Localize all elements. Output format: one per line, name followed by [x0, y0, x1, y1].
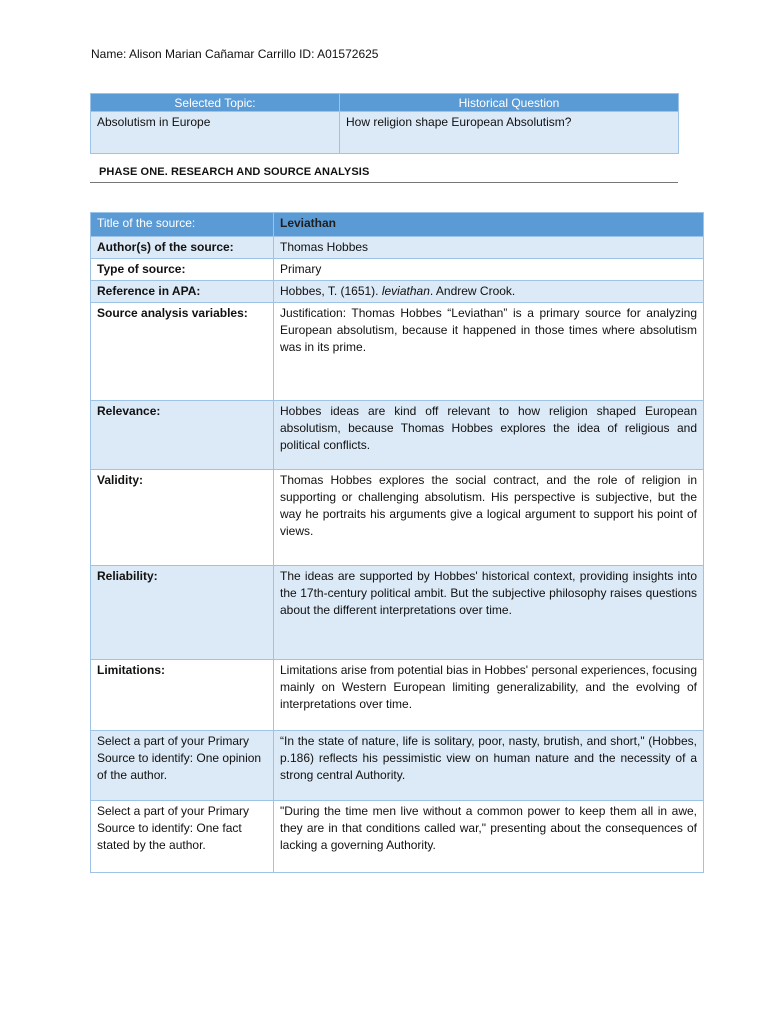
type-value: Primary: [274, 259, 704, 281]
apa-prefix: Hobbes, T. (1651).: [280, 284, 382, 298]
validity-label: Validity:: [91, 470, 274, 566]
validity-value: Thomas Hobbes explores the social contract, and the role of religion in supporting or challenging absolutism. His perspective is subjective, but the way he portraits his arguments give a logical argument to support his point of views.: [274, 470, 704, 566]
table-row: [91, 281, 704, 303]
phase-title: PHASE ONE. RESEARCH AND SOURCE ANALYSIS: [99, 166, 370, 178]
limitations-label: Limitations:: [91, 660, 274, 731]
source-analysis-table: [90, 212, 704, 873]
type-label: Type of source:: [91, 259, 274, 281]
table-row: [91, 213, 704, 237]
table-row: [91, 303, 704, 401]
relevance-value: Hobbes ideas are kind off relevant to how religion shaped European absolutism, because Thomas Hobbes explores the idea of religious and political conflicts.: [274, 401, 704, 470]
apa-label: Reference in APA:: [91, 281, 274, 303]
reliability-value: The ideas are supported by Hobbes' historical context, providing insights into the 17th-century political ambit. But the subjective philosophy raises questions about the different interpretations over time.: [274, 566, 704, 660]
author-value: Thomas Hobbes: [274, 237, 704, 259]
limitations-value: Limitations arise from potential bias in Hobbes' personal experiences, focusing mainly on Western European limiting generalizability, and the evolving of interpretations over time.: [274, 660, 704, 731]
phase-divider: [90, 182, 678, 183]
reliability-label: Reliability:: [91, 566, 274, 660]
apa-title-italic: leviathan: [381, 284, 430, 298]
table-row: [91, 259, 704, 281]
title-value: Leviathan: [274, 213, 704, 237]
variables-value: Justification: Thomas Hobbes “Leviathan” is a primary source for analyzing European absolutism, because it happened in those times where absolutism was in its prime.: [274, 303, 704, 401]
topic-table: [90, 93, 679, 154]
apa-suffix: . Andrew Crook.: [429, 284, 516, 298]
author-label: Author(s) of the source:: [91, 237, 274, 259]
selected-topic-header: Selected Topic:: [91, 94, 340, 112]
selected-topic-value: Absolutism in Europe: [91, 112, 340, 154]
table-row: [91, 660, 704, 731]
opinion-label: Select a part of your Primary Source to identify: One opinion of the author.: [91, 731, 274, 801]
table-row: [91, 566, 704, 660]
fact-label: Select a part of your Primary Source to identify: One fact stated by the author.: [91, 801, 274, 873]
fact-value: "During the time men live without a common power to keep them all in awe, they are in that conditions called war," presenting about the consequences of lacking a governing Authority.: [274, 801, 704, 873]
variables-label: Source analysis variables:: [91, 303, 274, 401]
table-row: [91, 470, 704, 566]
table-row: [91, 801, 704, 873]
apa-value: [274, 281, 704, 303]
table-row: [91, 401, 704, 470]
historical-question-header: Historical Question: [340, 94, 679, 112]
title-label: Title of the source:: [91, 213, 274, 237]
table-row: [91, 237, 704, 259]
historical-question-value: How religion shape European Absolutism?: [340, 112, 679, 154]
relevance-label: Relevance:: [91, 401, 274, 470]
opinion-value: “In the state of nature, life is solitary, poor, nasty, brutish, and short," (Hobbes, p.186) reflects his pessimistic view on human nature and the necessity of a strong central Authority.: [274, 731, 704, 801]
student-name-id: Name: Alison Marian Cañamar Carrillo ID: A01572625: [91, 47, 379, 61]
table-row: [91, 731, 704, 801]
